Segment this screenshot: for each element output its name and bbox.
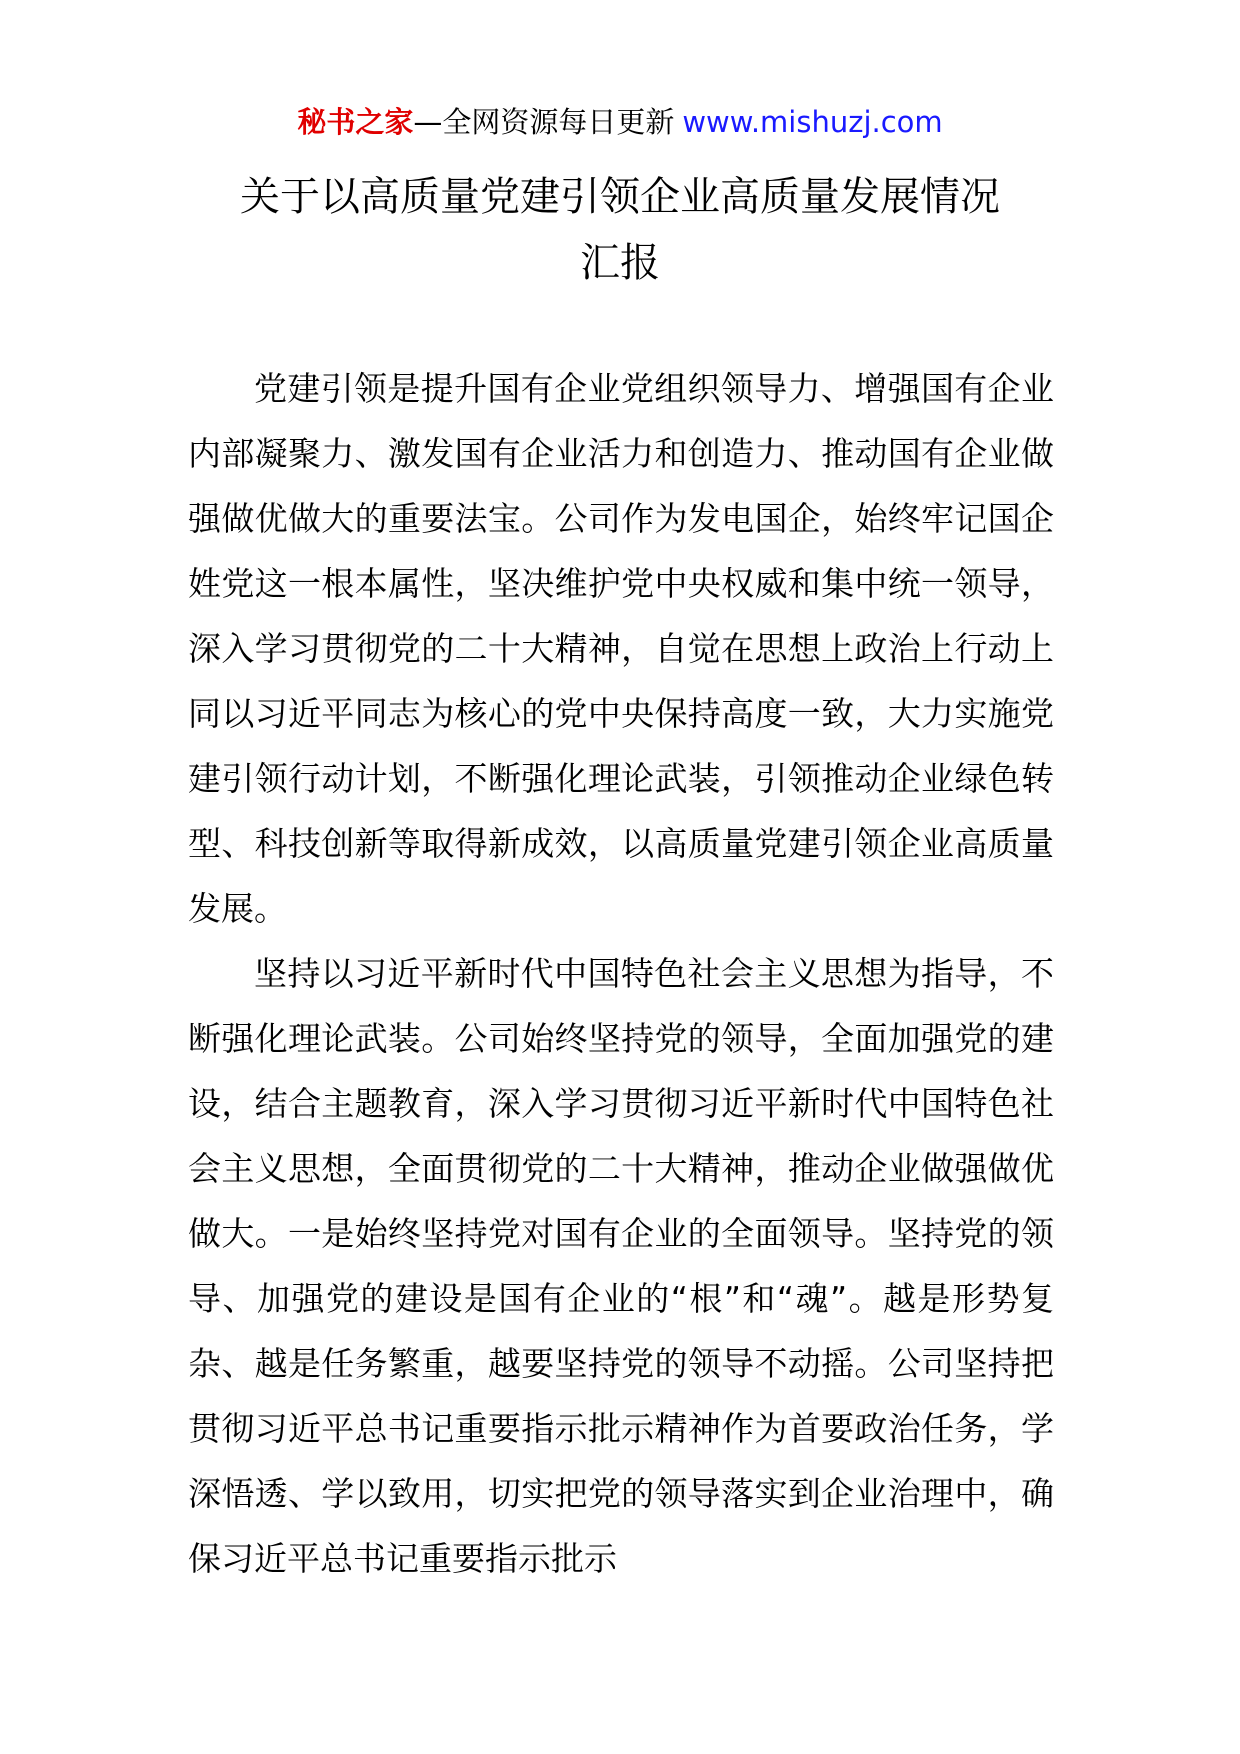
document-title <box>0 164 1240 296</box>
brand-name: 秘书之家 <box>297 105 414 139</box>
title-line-1: 关于以高质量党建引领企业高质量发展情况 <box>240 174 1000 220</box>
paragraph-2: 坚持以习近平新时代中国特色社会主义思想为指导，不断强化理论武装。公司始终坚持党的领导，全面加强党的建设，结合主题教育，深入学习贯彻习近平新时代中国特色社会主义思想，全面贯彻党的二十大精神，推动企业做强做优做大。一是始终坚持党对国有企业的全面领导。坚持党的领导、加强党的建设是国有企业的“根”和“魂”。越是形势复杂、越是任务繁重，越要坚持党的领导不动摇。公司坚持把贯彻习近平总书记重要指示批示精神作为首要政治任务，学深悟透、学以致用，切实把党的领导落实到企业治理中，确保习近平总书记重要指示批示 <box>188 954 1054 1578</box>
site-url-link[interactable]: www.mishuzj.com <box>682 105 943 139</box>
document-body <box>188 356 1054 1591</box>
header-tagline: —全网资源每日更新 <box>413 105 675 139</box>
title-line-2: 汇报 <box>580 240 660 286</box>
site-header <box>0 102 1240 142</box>
paragraph-1: 党建引领是提升国有企业党组织领导力、增强国有企业内部凝聚力、激发国有企业活力和创造力、推动国有企业做强做优做大的重要法宝。公司作为发电国企，始终牢记国企姓党这一根本属性，坚决维护党中央权威和集中统一领导，深入学习贯彻党的二十大精神，自觉在思想上政治上行动上同以习近平同志为核心的党中央保持高度一致，大力实施党建引领行动计划，不断强化理论武装，引领推动企业绿色转型、科技创新等取得新成效，以高质量党建引领企业高质量发展。 <box>188 369 1054 928</box>
